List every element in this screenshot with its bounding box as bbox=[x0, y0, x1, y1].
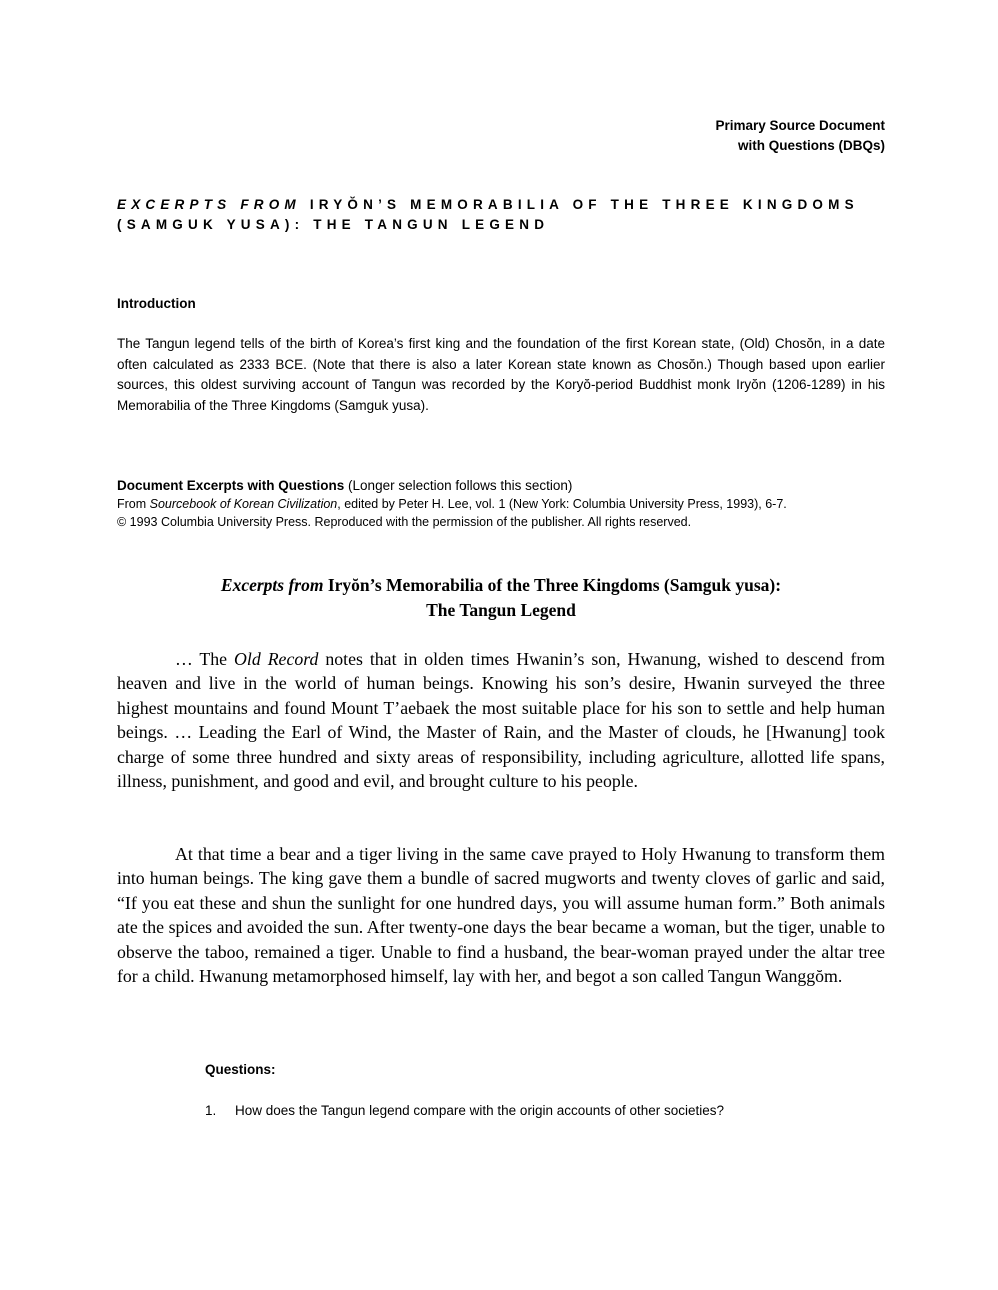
document-title-rest: IRYŎN’S MEMORABILIA OF THE THREE KINGDOMS (SAMGUK YUSA): THE TANGUN LEGEND bbox=[117, 197, 859, 232]
excerpt-title-italic: Excerpts from bbox=[220, 575, 324, 595]
excerpt-paragraph-2: At that time a bear and a tiger living in the same cave prayed to Holy Hwanung to transform them into human beings. The king gave them a bundle of sacred mugworts and twenty cloves of garlic and said, “If you eat these and shun the sunlight for one hundred days, you will assume human form.” Both animals ate the spices and avoided the sun. After twenty-one days the bear became a woman, but the tiger, unable to observe the taboo, remained a tiger. Unable to find a husband, the bear-woman prayed under the altar tree for a child. Hwanung metamorphosed himself, lay with her, and begot a son called Tangun Wanggŏm. bbox=[117, 844, 885, 987]
introduction-heading: Introduction bbox=[117, 296, 196, 311]
questions-heading: Questions: bbox=[205, 1062, 276, 1077]
copyright-line: © 1993 Columbia University Press. Reproduced with the permission of the publisher. All rights reserved. bbox=[117, 515, 692, 529]
excerpt-paragraph-1 bbox=[117, 647, 885, 793]
citation-from: From bbox=[117, 497, 150, 511]
question-number: 1. bbox=[205, 1103, 217, 1118]
document-type-line1: Primary Source Document bbox=[715, 118, 885, 133]
citation-book-title: Sourcebook of Korean Civilization bbox=[149, 497, 338, 511]
introduction-body: The Tangun legend tells of the birth of Korea’s first king and the foundation of the first Korean state, (Old) Chosŏn, in a date often calculated as 2333 BCE. (Note that there is also a later Korean state known as Chosŏn.) Though based upon earlier sources, this oldest surviving account of Tangun was recorded by the Koryŏ-period Buddhist monk Iryŏn (1206-1289) in his Memorabilia of the Three Kingdoms (Samguk yusa). bbox=[117, 336, 885, 413]
question-text: How does the Tangun legend compare with the origin accounts of other societies? bbox=[235, 1103, 725, 1118]
document-type-label bbox=[715, 116, 885, 156]
question-item bbox=[205, 1101, 768, 1122]
old-record-title: Old Record bbox=[234, 649, 319, 669]
citation-details: , edited by Peter H. Lee, vol. 1 (New York: Columbia University Press, 1993), 6-7. bbox=[337, 497, 787, 511]
document-title-prefix: EXCERPTS FROM bbox=[117, 197, 301, 212]
citation-line bbox=[117, 495, 885, 513]
excerpts-heading-bold: Document Excerpts with Questions bbox=[117, 478, 345, 493]
excerpts-heading bbox=[117, 477, 885, 495]
excerpt-title bbox=[117, 573, 885, 623]
document-title bbox=[117, 195, 887, 235]
document-type-line2: with Questions (DBQs) bbox=[737, 138, 885, 153]
excerpts-heading-note: (Longer selection follows this section) bbox=[344, 478, 573, 493]
excerpt-title-line2: The Tangun Legend bbox=[426, 600, 576, 620]
source-citation bbox=[117, 495, 885, 531]
paragraph-1-rest: notes that in olden times Hwanin’s son, Hwanung, wished to descend from heaven and live in the world of human beings. Knowing his son’s desire, Hwanin surveyed the three highest mountains and found Mount T’aebaek the most suitable place for his son to settle and help human beings. … Leading the Earl of Wind, the Master of Rain, and the Master of clouds, he [Hwanung] took charge of some three hundred and sixty areas of responsibility, including agriculture, allotted life spans, illness, punishment, and good and evil, and brought culture to his people. bbox=[117, 649, 885, 792]
excerpt-title-line1 bbox=[117, 573, 885, 598]
excerpt-title-rest: Iryŏn’s Memorabilia of the Three Kingdoms (Samguk yusa): bbox=[323, 575, 782, 595]
questions-list bbox=[205, 1101, 768, 1122]
paragraph-1-start: … The bbox=[175, 649, 235, 669]
